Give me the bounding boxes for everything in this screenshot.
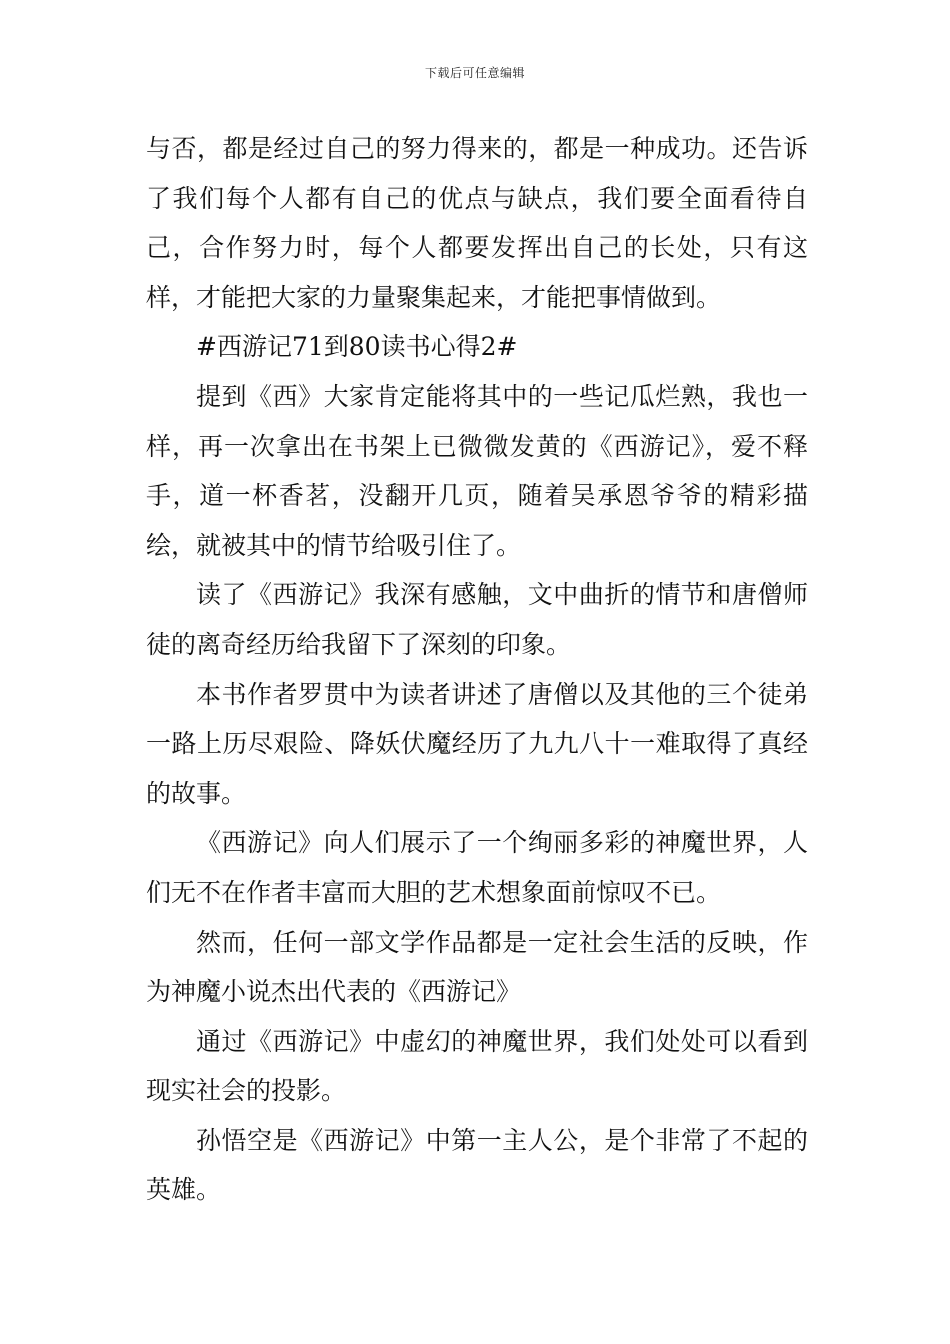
paragraph: 通过《西游记》中虚幻的神魔世界，我们处处可以看到现实社会的投影。 [146, 1026, 808, 1106]
paragraph: 然而，任何一部文学作品都是一定社会生活的反映，作为神魔小说杰出代表的《西游记》 [146, 927, 808, 1007]
paragraph: 读了《西游记》我深有感触，文中曲折的情节和唐僧师徒的离奇经历给我留下了深刻的印象。 [146, 580, 808, 659]
section-heading: #西游记71到80读书心得2# [196, 332, 518, 362]
paragraph: 孙悟空是《西游记》中第一主人公，是个非常了不起的英雄。 [146, 1125, 808, 1205]
paragraph: 本书作者罗贯中为读者讲述了唐僧以及其他的三个徒弟一路上历尽艰险、降妖伏魔经历了九九八十一难取得了真经的故事。 [146, 679, 808, 808]
paragraph: 与否，都是经过自己的努力得来的，都是一种成功。还告诉了我们每个人都有自己的优点与缺点，我们要全面看待自己，合作努力时，每个人都要发挥出自己的长处，只有这样，才能把大家的力量聚集起来，才能把事情做到。 [146, 134, 808, 312]
paragraph: 提到《西》大家肯定能将其中的一些记瓜烂熟，我也一样，再一次拿出在书架上已微微发黄的《西游记》，爱不释手，道一杯香茗，没翻开几页，随着吴承恩爷爷的精彩描绘，就被其中的情节给吸引住了。 [146, 381, 808, 560]
document-body [146, 124, 808, 1215]
page-header: 下载后可任意编辑 [424, 66, 525, 80]
paragraph: 《西游记》向人们展示了一个绚丽多彩的神魔世界，人们无不在作者丰富而大胆的艺术想象面前惊叹不已。 [146, 828, 808, 907]
